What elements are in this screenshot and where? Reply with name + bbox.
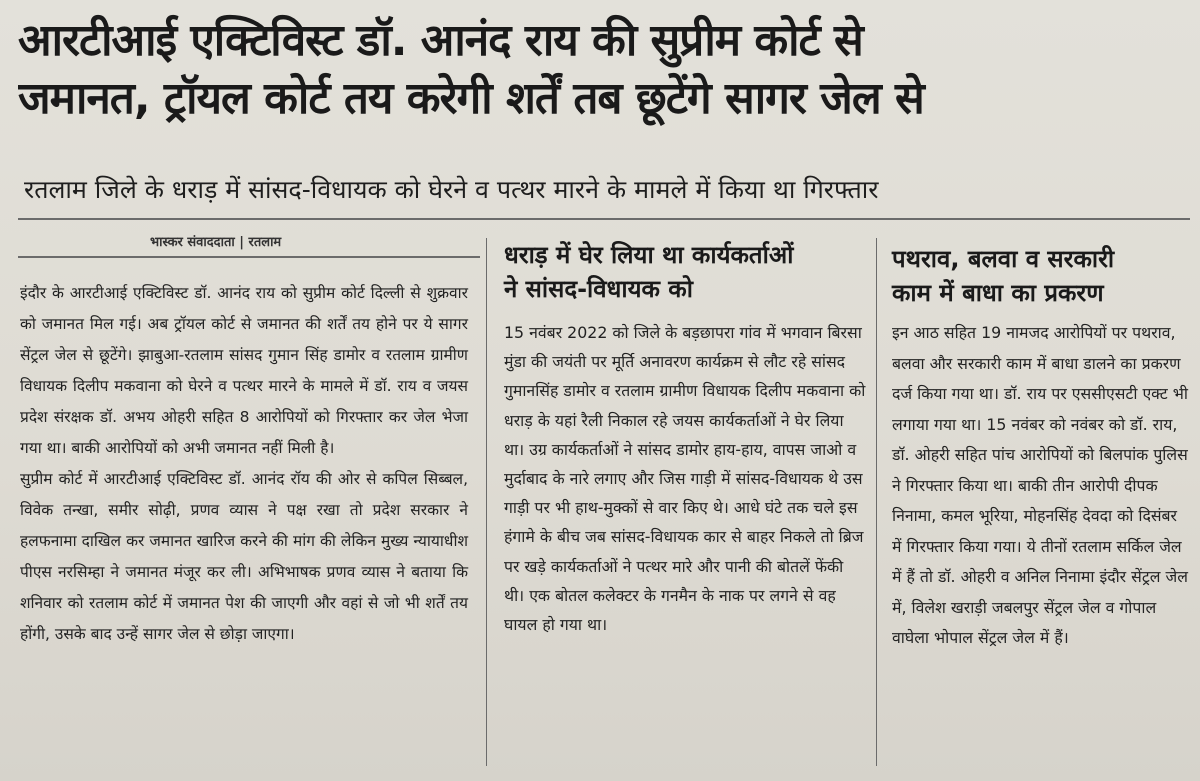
column-1 [20,278,468,650]
column2-heading-line-1: धराड़ में घेर लिया था कार्यकर्ताओं [504,241,794,269]
column2-heading [504,238,864,306]
column3-heading [892,242,1192,310]
column1-top-rule [18,256,480,258]
column-divider-1 [486,238,487,766]
column3-heading-line-2: काम में बाधा का प्रकरण [892,279,1104,307]
column-2-body: 15 नवंबर 2022 को जिले के बड़छापरा गांव में भगवान बिरसा मुंडा की जयंती पर मूर्ति अनावरण कार्यक्रम से लौट रहे सांसद गुमानसिंह डामोर व रतलाम ग्रामीण विधायक दिलीप मकवाना को धराड़ के यहां रैली निकाल रहे जयस कार्यकर्ताओं ने घेर लिया था। उग्र कार्यकर्ताओं ने सांसद डामोर हाय-हाय, वापस जाओ व मुर्दाबाद के नारे लगाए और जिस गाड़ी में सांसद-विधायक थे उस गाड़ी पर भी हाथ-मुक्कों से वार किए थे। आधे घंटे तक चले इस हंगामे के बीच जब सांसद-विधायक कार से बाहर निकले तो ब्रिज पर खड़े कार्यकर्ताओं ने पत्थर मारे और पानी की बोतलें फेंकी थी। एक बोतल कलेक्टर के गनमैन के नाक पर लगने से वह घायल हो गया था। [504,323,866,635]
column3-heading-line-1: पथराव, बलवा व सरकारी [892,245,1115,273]
subhead-rule [18,218,1190,220]
headline [18,12,1188,128]
byline: भास्कर संवाददाता | रतलाम [150,235,282,250]
column-divider-2 [876,238,877,766]
column-3-body: इन आठ सहित 19 नामजद आरोपियों पर पथराव, बलवा और सरकारी काम में बाधा डालने का प्रकरण दर्ज किया गया था। डॉ. राय पर एससीएसटी एक्ट भी लगाया गया था। 15 नवंबर को नवंबर को डॉ. राय, डॉ. ओहरी सहित पांच आरोपियों को बिलपांक पुलिस ने गिरफ्तार किया था। बाकी तीन आरोपी दीपक निनामा, कमल भूरिया, मोहनसिंह देवदा को दिसंबर में गिरफ्तार किया गया। ये तीनों रतलाम सर्किल जेल में हैं तो डॉ. ओहरी व अनिल निनामा इंदौर सेंट्रल जेल में, विलेश खराड़ी जबलपुर सेंट्रल जेल व गोपाल वाघेला भोपाल सेंट्रल जेल में हैं। [892,323,1188,647]
column1-paragraph-2: सुप्रीम कोर्ट में आरटीआई एक्टिविस्ट डॉ. आनंद रॉय की ओर से कपिल सिब्बल, विवेक तन्खा, समीर सोढ़ी, प्रणव व्यास ने पक्ष रखा तो प्रदेश सरकार ने हलफनामा दाखिल कर जमानत खारिज करने की मांग की लेकिन मुख्य न्यायाधीश पीएस नरसिम्हा ने जमानत मंजूर कर ली। अभिभाषक प्रणव व्यास ने बताया कि शनिवार को रतलाम कोर्ट में जमानत पेश की जाएगी और वहां से जो भी शर्तें तय होंगी, उसके बाद उन्हें सागर जेल से छोड़ा जाएगा। [20,470,468,643]
column1-paragraph-1: इंदौर के आरटीआई एक्टिविस्ट डॉ. आनंद राय को सुप्रीम कोर्ट दिल्ली से शुक्रवार को जमानत मिल गई। अब ट्रॉयल कोर्ट से जमानत की शर्तें तय होने पर ये सागर सेंट्रल जेल से छूटेंगे। झाबुआ-रतलाम सांसद गुमान सिंह डामोर व रतलाम ग्रामीण विधायक दिलीप मकवाना को घेरने व पत्थर मारने के मामले में डॉ. राय व जयस प्रदेश संरक्षक डॉ. अभय ओहरी सहित 8 आरोपियों को गिरफ्तार कर जेल भेजा गया था। बाकी आरोपियों को अभी जमानत नहीं मिली है। [20,284,468,457]
headline-line-1: आरटीआई एक्टिविस्ट डॉ. आनंद राय की सुप्रीम कोर्ट से [18,15,863,66]
headline-line-2: जमानत, ट्रॉयल कोर्ट तय करेगी शर्तें तब छूटेंगे सागर जेल से [18,73,924,124]
column2-heading-line-2: ने सांसद-विधायक को [504,275,693,303]
subheadline: रतलाम जिले के धराड़ में सांसद-विधायक को घेरने व पत्थर मारने के मामले में किया था गिरफ्तार [24,175,879,204]
